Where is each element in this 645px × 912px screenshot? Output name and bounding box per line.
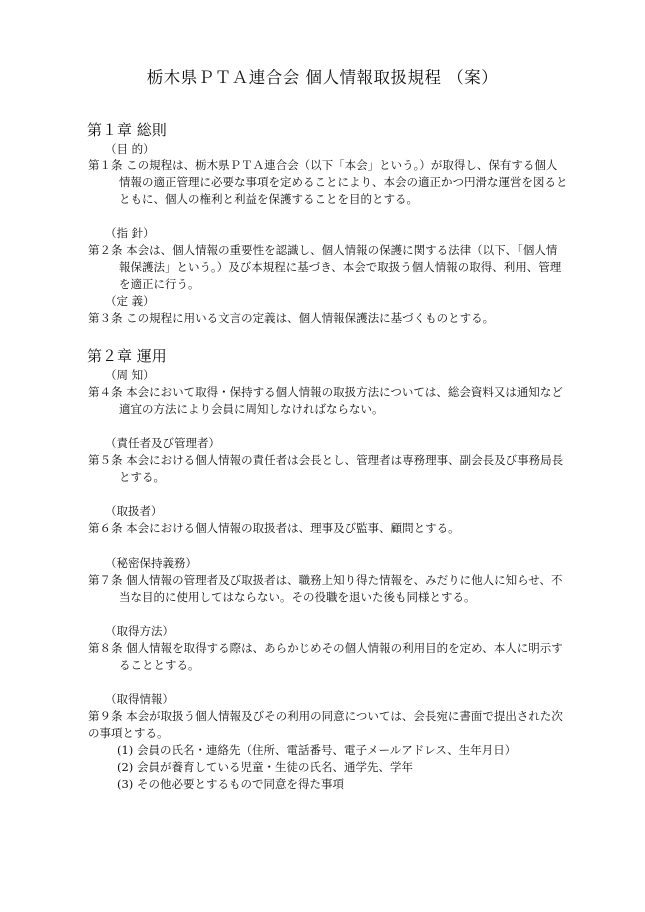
article-2 [88,242,568,293]
list-item: (3) その他必要とするもので同意を得た事項 [117,777,344,791]
item-list [117,742,516,793]
article-heading: （取得情報） [105,692,174,706]
chapter-heading: 第１章 総則 [87,121,167,139]
article-line: 第９条 本会が取扱う個人情報及びその利用の同意については、会長宛に書面で提出された次 [88,709,563,723]
article-9 [88,708,568,742]
article-heading: （周 知） [105,368,155,382]
article-line: 第１条 この規程は、栃木県ＰＴＡ連合会（以下「本会」という。）が取得し、保有する個人 [88,158,558,172]
article-line: ることとする。 [119,658,200,672]
article-heading: （取扱者） [105,504,163,518]
article-line: 第６条 本会における個人情報の取扱者は、理事及び監事、顧問とする。 [88,521,460,535]
article-heading: （秘密保持義務） [105,556,197,570]
article-line: とする。 [119,470,165,484]
article-line: 第７条 個人情報の管理者及び取扱者は、職務上知り得た情報を、みだりに他人に知らせ、不 [88,573,563,587]
article-5 [88,452,568,486]
article-line: 第８条 個人情報を取得する際は、あらかじめその個人情報の利用目的を定め、本人に明示す [88,641,563,655]
list-item: (1) 会員の氏名・連絡先（住所、電話番号、電子メールアドレス、生年月日） [117,743,517,757]
article-line: 適宜の方法により会員に周知しなければならない。 [119,402,384,416]
article-line: 第４条 本会において取得・保持する個人情報の取扱方法については、総会資料又は通知など [88,385,563,399]
article-line: 第２条 本会は、個人情報の重要性を認識し、個人情報の保護に関する法律（以下、「個人情 [88,243,558,257]
article-line: の事項とする。 [88,726,169,740]
article-line: 当な目的に使用してはならない。その役職を退いた後も同様とする。 [119,590,476,604]
article-1 [88,157,568,208]
article-heading: （目 的） [105,142,155,156]
article-7 [88,572,568,606]
list-item: (2) 会員が養育している児童・生徒の氏名、通学先、学年 [117,760,413,774]
article-4 [88,384,568,418]
article-line: を適正に行う。 [119,277,200,291]
article-line: 情報の適正管理に必要な事項を定めることにより、本会の適正かつ円滑な運営を図ると [119,175,568,189]
article-3 [88,310,568,327]
article-line: 報保護法」という。）及び本規程に基づき、本会で取扱う個人情報の取得、利用、管理 [119,260,562,274]
article-heading: （取得方法） [105,624,174,638]
article-heading: （責任者及び管理者） [105,436,220,450]
article-line: 第３条 この規程に用いる文言の定義は、個人情報保護法に基づくものとする。 [88,311,495,325]
chapter-heading: 第２章 運用 [87,347,167,365]
article-line: 第５条 本会における個人情報の責任者は会長とし、管理者は専務理事、副会長及び事務局長 [88,453,564,467]
article-8 [88,640,568,674]
article-heading: （定 義） [105,294,155,308]
article-heading: （指 針） [105,226,155,240]
article-line: ともに、個人の権利と利益を保護することを目的とする。 [119,192,418,206]
document-title: 栃木県ＰＴＡ連合会 個人情報取扱規程 （案） [146,68,499,87]
article-6 [88,520,568,537]
